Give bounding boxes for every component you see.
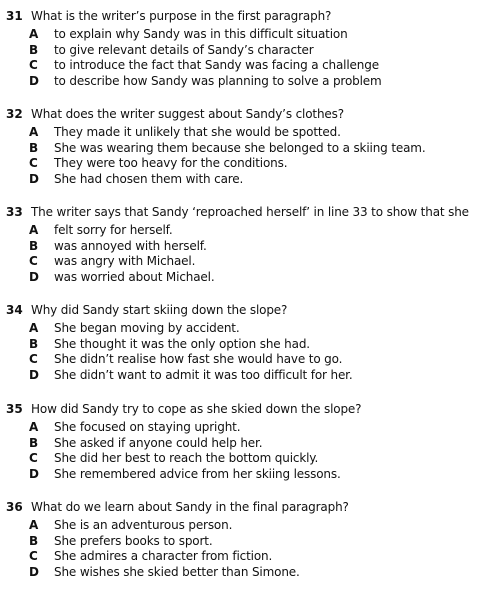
question-text: What does the writer suggest about Sandy’s clothes? bbox=[31, 107, 344, 121]
option-c bbox=[6, 254, 481, 270]
question-stem bbox=[6, 302, 481, 318]
option-text: was annoyed with herself. bbox=[54, 238, 207, 253]
option-b bbox=[6, 239, 481, 255]
question-36 bbox=[6, 499, 481, 581]
option-d bbox=[6, 467, 481, 483]
option-a bbox=[6, 518, 481, 534]
option-d bbox=[6, 270, 481, 286]
option-letter: B bbox=[29, 533, 39, 548]
question-text: The writer says that Sandy ‘reproached herself’ in line 33 to show that she bbox=[31, 205, 469, 219]
option-d bbox=[6, 565, 481, 581]
option-text: They were too heavy for the conditions. bbox=[54, 156, 288, 171]
option-d bbox=[6, 74, 481, 90]
question-text: Why did Sandy start skiing down the slope? bbox=[31, 303, 288, 317]
option-a bbox=[6, 420, 481, 436]
option-text: She remembered advice from her skiing lessons. bbox=[54, 467, 341, 482]
option-letter: A bbox=[29, 420, 39, 434]
option-text: She focused on staying upright. bbox=[54, 420, 241, 434]
question-33 bbox=[6, 204, 481, 286]
option-letter: D bbox=[29, 467, 39, 482]
option-text: She was wearing them because she belonged to a skiing team. bbox=[54, 140, 426, 155]
option-a bbox=[6, 223, 481, 239]
option-letter: B bbox=[29, 238, 39, 253]
option-letter: A bbox=[29, 125, 39, 139]
option-letter: B bbox=[29, 435, 39, 450]
option-text: She began moving by accident. bbox=[54, 321, 240, 335]
question-35 bbox=[6, 401, 481, 483]
option-text: She prefers books to sport. bbox=[54, 533, 213, 548]
option-letter: B bbox=[29, 336, 39, 351]
option-letter: A bbox=[29, 223, 39, 237]
option-a bbox=[6, 27, 481, 43]
option-c bbox=[6, 58, 481, 74]
option-list bbox=[6, 223, 481, 286]
question-text: What is the writer’s purpose in the first paragraph? bbox=[31, 9, 332, 23]
option-text: to introduce the fact that Sandy was facing a challenge bbox=[54, 58, 379, 73]
option-c bbox=[6, 352, 481, 368]
option-text: She had chosen them with care. bbox=[54, 172, 244, 187]
option-letter: C bbox=[29, 451, 38, 466]
option-list bbox=[6, 518, 481, 581]
option-c bbox=[6, 451, 481, 467]
question-number: 36 bbox=[6, 500, 23, 514]
question-number: 35 bbox=[6, 402, 23, 416]
question-stem bbox=[6, 401, 481, 417]
option-c bbox=[6, 549, 481, 565]
question-stem bbox=[6, 204, 481, 220]
question-text: How did Sandy try to cope as she skied down the slope? bbox=[31, 402, 362, 416]
option-text: to explain why Sandy was in this difficult situation bbox=[54, 27, 348, 41]
option-letter: D bbox=[29, 565, 39, 580]
option-b bbox=[6, 436, 481, 452]
option-b bbox=[6, 337, 481, 353]
question-stem bbox=[6, 8, 481, 24]
option-list bbox=[6, 27, 481, 90]
option-text: She wishes she skied better than Simone. bbox=[54, 565, 300, 580]
question-text: What do we learn about Sandy in the final paragraph? bbox=[31, 500, 349, 514]
option-letter: D bbox=[29, 368, 39, 383]
question-31 bbox=[6, 8, 481, 90]
option-a bbox=[6, 321, 481, 337]
option-letter: B bbox=[29, 42, 39, 57]
question-34 bbox=[6, 302, 481, 384]
option-letter: D bbox=[29, 74, 39, 89]
question-number: 33 bbox=[6, 205, 23, 219]
option-text: She admires a character from fiction. bbox=[54, 549, 273, 564]
option-text: She is an adventurous person. bbox=[54, 518, 233, 532]
question-stem bbox=[6, 499, 481, 515]
option-letter: B bbox=[29, 140, 39, 155]
option-text: She did her best to reach the bottom quickly. bbox=[54, 451, 319, 466]
option-letter: C bbox=[29, 254, 38, 269]
option-text: was worried about Michael. bbox=[54, 270, 215, 285]
option-b bbox=[6, 534, 481, 550]
question-32 bbox=[6, 106, 481, 188]
option-list bbox=[6, 125, 481, 188]
option-b bbox=[6, 43, 481, 59]
question-number: 31 bbox=[6, 9, 23, 23]
option-letter: A bbox=[29, 321, 39, 335]
option-letter: A bbox=[29, 27, 39, 41]
option-letter: D bbox=[29, 270, 39, 285]
option-text: was angry with Michael. bbox=[54, 254, 196, 269]
option-text: She didn’t want to admit it was too difficult for her. bbox=[54, 368, 353, 383]
option-c bbox=[6, 156, 481, 172]
option-letter: C bbox=[29, 549, 38, 564]
option-list bbox=[6, 420, 481, 483]
option-text: She asked if anyone could help her. bbox=[54, 435, 263, 450]
option-a bbox=[6, 125, 481, 141]
option-d bbox=[6, 172, 481, 188]
option-letter: A bbox=[29, 518, 39, 532]
option-text: to describe how Sandy was planning to solve a problem bbox=[54, 74, 382, 89]
option-text: She didn’t realise how fast she would have to go. bbox=[54, 352, 343, 367]
option-letter: D bbox=[29, 172, 39, 187]
option-text: They made it unlikely that she would be spotted. bbox=[54, 125, 341, 139]
option-d bbox=[6, 368, 481, 384]
question-stem bbox=[6, 106, 481, 122]
option-list bbox=[6, 321, 481, 384]
option-letter: C bbox=[29, 58, 38, 73]
option-letter: C bbox=[29, 156, 38, 171]
option-b bbox=[6, 141, 481, 157]
option-text: to give relevant details of Sandy’s character bbox=[54, 42, 314, 57]
option-text: felt sorry for herself. bbox=[54, 223, 173, 237]
option-letter: C bbox=[29, 352, 38, 367]
question-number: 32 bbox=[6, 107, 23, 121]
question-number: 34 bbox=[6, 303, 23, 317]
option-text: She thought it was the only option she had. bbox=[54, 336, 310, 351]
